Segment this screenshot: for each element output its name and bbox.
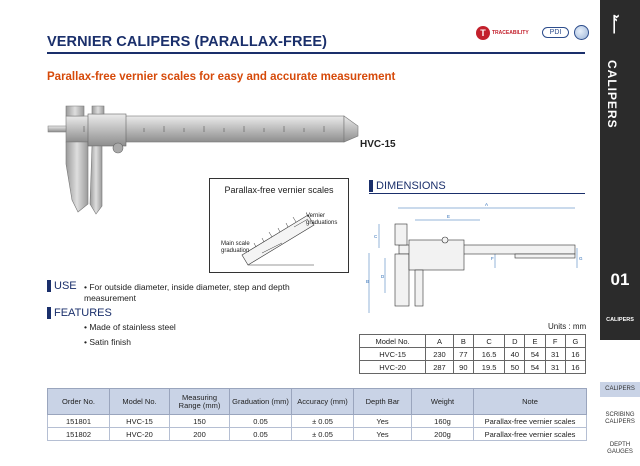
table-cell: HVC-20 — [360, 361, 426, 374]
table-cell: 31 — [545, 361, 565, 374]
svg-text:G: G — [579, 256, 583, 261]
table-header: Measuring Range (mm) — [170, 389, 230, 415]
table-header: D — [505, 335, 525, 348]
sidebar-item-calipers[interactable]: CALIPERS — [600, 382, 640, 397]
table-header: G — [565, 335, 585, 348]
table-cell: 77 — [453, 348, 473, 361]
table-cell: HVC-15 — [360, 348, 426, 361]
vernier-detail-box — [209, 178, 349, 273]
table-cell: 200g — [412, 428, 474, 441]
table-cell: 287 — [426, 361, 454, 374]
certification-logos — [476, 25, 589, 40]
dimension-drawing — [365, 198, 585, 318]
sidebar-section-number: 01 — [610, 270, 630, 289]
category-sidebar — [600, 0, 640, 466]
table-cell: 150 — [170, 415, 230, 428]
caliper-icon: ᚪ — [610, 14, 622, 36]
section-marker — [369, 180, 373, 192]
sidebar-item-depth-gauges[interactable]: DEPTH GAUGES — [607, 442, 633, 455]
table-cell: 160g — [412, 415, 474, 428]
dimensions-heading-text: DIMENSIONS — [376, 180, 446, 192]
product-code: HVC-15 — [360, 139, 396, 150]
use-heading-text: USE — [54, 280, 77, 292]
svg-text:F: F — [491, 256, 494, 261]
feature-text: Satin finish — [89, 337, 131, 347]
title-divider — [47, 52, 585, 54]
table-cell: 0.05 — [230, 428, 292, 441]
feature-item: • Made of stainless steel — [84, 322, 176, 332]
table-header: Graduation (mm) — [230, 389, 292, 415]
table-header: Accuracy (mm) — [292, 389, 354, 415]
sidebar-category-title: CALIPERS — [605, 60, 619, 129]
table-header: Order No. — [48, 389, 110, 415]
use-description: For outside diameter, inside diameter, step and depth measurement — [84, 282, 290, 303]
main-scale-label: Main scale graduation — [221, 241, 250, 254]
use-text: • For outside diameter, inside diameter, step and depth measurement — [84, 282, 290, 303]
table-header: Weight — [412, 389, 474, 415]
page-subtitle: Parallax-free vernier scales for easy and accurate measurement — [47, 71, 396, 83]
table-header: C — [473, 335, 504, 348]
dimensions-table — [359, 334, 586, 374]
table-cell: 90 — [453, 361, 473, 374]
table-cell: Yes — [354, 428, 412, 441]
sidebar-item-scribing-calipers[interactable]: SCRIBING CALIPERS — [605, 412, 635, 425]
table-row — [48, 415, 587, 428]
feature-text: Made of stainless steel — [89, 322, 176, 332]
table-cell: 19.5 — [473, 361, 504, 374]
table-cell: 16 — [565, 361, 585, 374]
table-header-row — [48, 389, 587, 415]
table-header: Model No. — [110, 389, 170, 415]
dimensions-heading — [369, 180, 446, 192]
table-header: B — [453, 335, 473, 348]
table-cell: 54 — [525, 361, 545, 374]
traceability-icon: T — [476, 26, 490, 40]
vernier-graduations-label: Vernier graduations — [306, 213, 338, 226]
table-header: Note — [474, 389, 587, 415]
table-cell: HVC-15 — [110, 415, 170, 428]
vernier-scale-illustration — [212, 197, 346, 271]
table-cell: 40 — [505, 348, 525, 361]
table-cell: ± 0.05 — [292, 428, 354, 441]
table-cell: Yes — [354, 415, 412, 428]
table-header-row — [360, 335, 586, 348]
table-header: Depth Bar — [354, 389, 412, 415]
table-cell: 31 — [545, 348, 565, 361]
table-cell: 16.5 — [473, 348, 504, 361]
order-table — [47, 388, 587, 441]
table-cell: 54 — [525, 348, 545, 361]
table-cell: ± 0.05 — [292, 415, 354, 428]
table-cell: Parallax-free vernier scales — [474, 428, 587, 441]
table-cell: 50 — [505, 361, 525, 374]
table-cell: 200 — [170, 428, 230, 441]
table-cell: Parallax-free vernier scales — [474, 415, 587, 428]
table-header: Model No. — [360, 335, 426, 348]
vernier-box-title: Parallax-free vernier scales — [224, 185, 334, 195]
table-cell: 16 — [565, 348, 585, 361]
svg-text:E: E — [447, 214, 451, 219]
table-header: F — [545, 335, 565, 348]
page-title: VERNIER CALIPERS (PARALLAX-FREE) — [47, 34, 328, 50]
sidebar-current-section: CALIPERS — [600, 302, 640, 340]
dimensions-rule — [369, 193, 585, 194]
globe-icon — [574, 25, 589, 40]
feature-item: • Satin finish — [84, 337, 131, 347]
table-header: A — [426, 335, 454, 348]
svg-text:C: C — [374, 234, 378, 239]
svg-text:A: A — [485, 202, 489, 207]
table-row — [360, 361, 586, 374]
table-row — [360, 348, 586, 361]
units-label: Units : mm — [548, 322, 587, 331]
table-cell: HVC-20 — [110, 428, 170, 441]
traceability-label: TRACEABILITY — [492, 29, 529, 36]
table-cell: 151802 — [48, 428, 110, 441]
table-cell: 230 — [426, 348, 454, 361]
section-marker — [47, 307, 51, 319]
section-marker — [47, 280, 51, 292]
sidebar-category-block — [600, 0, 640, 302]
pdi-badge: PDI — [542, 27, 570, 38]
use-heading — [47, 280, 77, 292]
svg-text:D: D — [381, 274, 385, 279]
features-heading — [47, 307, 112, 319]
features-heading-text: FEATURES — [54, 307, 112, 319]
table-cell: 151801 — [48, 415, 110, 428]
svg-text:B: B — [366, 279, 370, 284]
table-row — [48, 428, 587, 441]
table-cell: 0.05 — [230, 415, 292, 428]
table-header: E — [525, 335, 545, 348]
